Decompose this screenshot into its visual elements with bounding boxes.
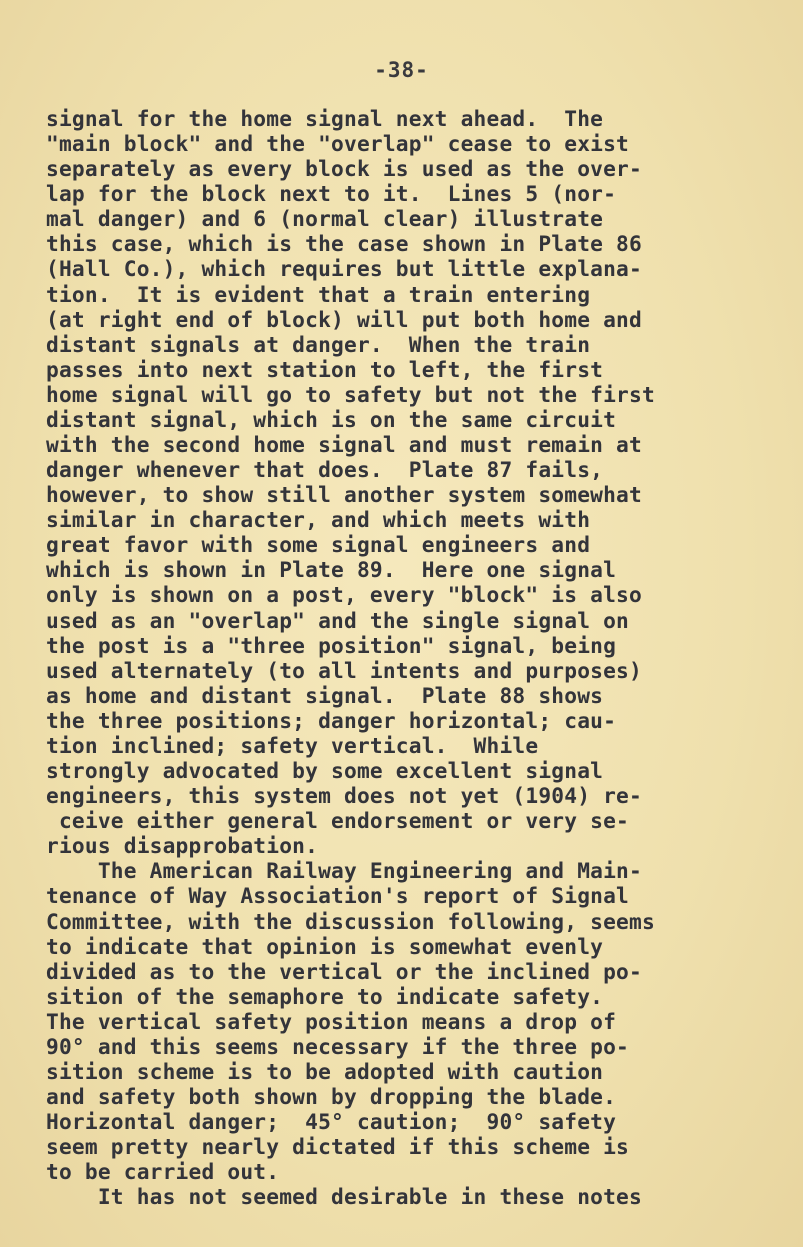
text-line: distant signals at danger. When the train — [46, 331, 591, 357]
text-line: tenance of Way Association's report of Signal — [46, 883, 630, 909]
text-line: as home and distant signal. Plate 88 shows — [46, 682, 604, 708]
text-line: It has not seemed desirable in these notes — [46, 1184, 642, 1210]
text-line: rious disapprobation. — [46, 833, 319, 859]
text-line: distant signal, which is on the same circuit — [46, 406, 617, 432]
text-line: (Hall Co.), which requires but little explana- — [46, 256, 642, 282]
text-line: lap for the block next to it. Lines 5 (nor- — [46, 181, 617, 207]
text-line: used as an "overlap" and the single signal on — [46, 607, 630, 633]
text-line: great favor with some signal engineers and — [46, 532, 591, 558]
text-line: ceive either general endorsement or very se- — [46, 808, 630, 834]
text-line: tion. It is evident that a train entering — [46, 281, 591, 307]
text-line: to indicate that opinion is somewhat evenly — [46, 933, 604, 959]
text-line: which is shown in Plate 89. Here one signal — [46, 557, 617, 583]
text-line: mal danger) and 6 (normal clear) illustrate — [46, 206, 604, 232]
text-line: (at right end of block) will put both home and — [46, 306, 642, 332]
text-line: sition scheme is to be adopted with caution — [46, 1058, 604, 1084]
text-line: the three positions; danger horizontal; cau- — [46, 707, 617, 733]
body-text — [46, 106, 796, 1209]
text-line: Horizontal danger; 45° caution; 90° safety — [46, 1109, 617, 1135]
text-line: separately as every block is used as the over- — [46, 156, 642, 182]
text-line: used alternately (to all intents and purposes) — [46, 657, 642, 683]
text-line: 90° and this seems necessary if the three po- — [46, 1033, 630, 1059]
text-line: with the second home signal and must remain at — [46, 432, 642, 458]
text-line: The American Railway Engineering and Main- — [46, 858, 642, 884]
text-line: Committee, with the discussion following, seems — [46, 908, 655, 934]
text-line: The vertical safety position means a drop of — [46, 1008, 617, 1034]
text-line: strongly advocated by some excellent signal — [46, 758, 604, 784]
text-line: sition of the semaphore to indicate safety. — [46, 983, 604, 1009]
text-line: engineers, this system does not yet (1904) re- — [46, 783, 642, 809]
text-line: "main block" and the "overlap" cease to exist — [46, 131, 630, 157]
text-line: the post is a "three position" signal, being — [46, 632, 617, 658]
text-line: divided as to the vertical or the inclined po- — [46, 958, 642, 984]
text-line: similar in character, and which meets with — [46, 507, 591, 533]
page-number: -38- — [374, 58, 429, 82]
text-line: tion inclined; safety vertical. While — [46, 732, 539, 758]
text-line: danger whenever that does. Plate 87 fails, — [46, 457, 604, 483]
text-line: and safety both shown by dropping the blade. — [46, 1084, 617, 1110]
text-line: however, to show still another system somewhat — [46, 482, 642, 508]
text-line: this case, which is the case shown in Plate 86 — [46, 231, 642, 257]
text-line: seem pretty nearly dictated if this scheme is — [46, 1134, 630, 1160]
text-line: only is shown on a post, every "block" is also — [46, 582, 642, 608]
text-line: home signal will go to safety but not the first — [46, 381, 655, 407]
text-line: signal for the home signal next ahead. The — [46, 106, 604, 131]
text-line: passes into next station to left, the first — [46, 356, 604, 382]
text-line: to be carried out. — [46, 1159, 280, 1185]
